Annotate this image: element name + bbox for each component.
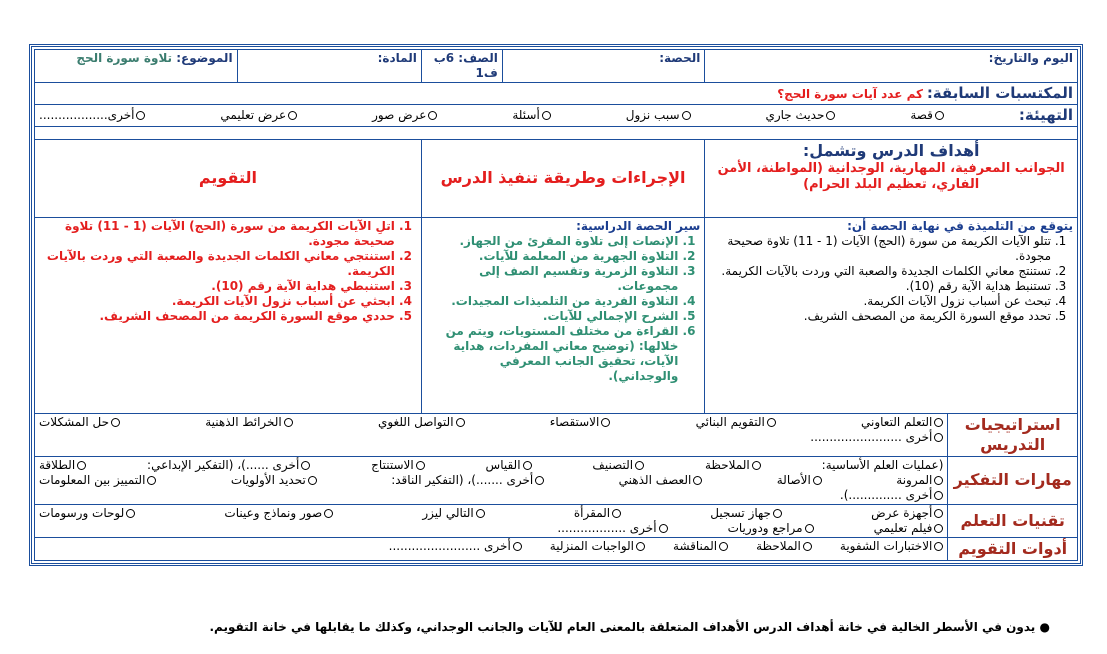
radio-icon [301,461,310,470]
lesson-plan-frame [29,44,1083,566]
radio-icon [752,461,761,470]
period-cell: الحصة: [502,50,705,83]
date-cell: اليوم والتاريخ: [705,50,1078,83]
strategy-option[interactable]: حل المشكلات [39,415,120,430]
goals-intro: يتوقع من التلميذة في نهاية الحصة أن: [847,218,1073,233]
strategy-option[interactable]: الاستقصاء [550,415,611,430]
spacer-row [35,126,1078,139]
footer-note-text: يدون في الأسطر الخالية في خانة أهداف الدرس الأهداف المتعلقة بالمعنى العام للآيات والجانب الوجداني، وكذلك ما يقابلها في خانة التقويم. [209,620,1036,634]
thinking-option-other[interactable]: أخرى ..............). [840,488,943,502]
radio-icon [513,542,522,551]
technique-option[interactable]: صور ونماذج وعينات [224,506,333,521]
goals-header-cell [705,139,1078,217]
bullet-icon: ● [1039,620,1050,634]
intro-cell [35,104,1078,126]
strategies-label: استراتيجيات التدريس [948,413,1078,456]
radio-icon [659,524,668,533]
goal-item: 4. تبحث عن أسباب نزول الآيات الكريمة. [709,294,1051,309]
topic-cell [35,50,238,83]
thinking-option[interactable]: القياس [486,458,532,473]
thinking-option[interactable]: الطلاقة [39,458,86,473]
goals-title: أهداف الدرس وتشمل: [802,140,980,160]
procedure-item: 2. التلاوة الجهرية من المعلمة للآيات. [426,249,679,264]
goals-subtitle: الجوانب المعرفية، المهارية، الوجدانية (المواطنة، الأمن الفاري، تعظيم البلد الحرام) [717,160,1065,192]
technique-option[interactable]: المقرأة [574,506,621,521]
evaluation-item: 4. ابحثي عن أسباب نزول الآيات الكريمة. [39,294,395,309]
thinking-label: مهارات التفكير [948,456,1078,504]
procedures-title: الإجراءات وطريقة تنفيذ الدرس [421,139,705,217]
intro-option-current-talk[interactable]: حديث جاري [765,108,835,123]
topic-value: تلاوة سورة الحج [76,51,173,65]
technique-option[interactable]: جهاز تسجيل [710,506,782,521]
strategy-option[interactable]: الخرائط الذهنية [205,415,293,430]
radio-icon [324,509,333,518]
techniques-label: تقنيات التعلم [948,504,1078,537]
radio-icon [126,509,135,518]
technique-option-other[interactable]: أخرى .................. [557,521,667,536]
goal-item: 5. تحدد موقع السورة الكريمة من المصحف الشريف. [709,309,1051,324]
radio-icon [805,524,814,533]
strategy-option[interactable]: التواصل اللغوي [378,415,465,430]
goal-item: 1. تتلو الآيات الكريمة من سورة (الحج) الآيات (1 - 11) تلاوة صحيحة مجودة. [709,234,1051,264]
assessment-option-other[interactable]: أخرى ........................ [389,539,522,554]
techniques-row [35,504,1078,537]
strategy-option-other[interactable]: أخرى ........................ [810,430,943,444]
radio-icon [635,461,644,470]
thinking-option[interactable]: العصف الذهني [619,473,703,488]
radio-icon [456,418,465,427]
techniques-cell [35,504,948,537]
strategy-option[interactable]: التقويم البنائي [696,415,776,430]
thinking-option[interactable]: الملاحظة [705,458,761,473]
radio-icon [476,509,485,518]
goal-item: 3. تستنبط هداية الآية رقم (10). [709,279,1051,294]
radio-icon [308,476,317,485]
columns-header-row [35,139,1078,217]
radio-icon [416,461,425,470]
thinking-option[interactable]: المرونة [896,473,943,488]
thinking-prefix: (عمليات العلم الأساسية: [821,457,944,472]
footer-note [40,620,1050,634]
strategy-option[interactable]: التعلم التعاوني [861,415,943,430]
goal-item: 2. تستنتج معاني الكلمات الجديدة والصعبة التي وردت بالآيات الكريمة. [709,264,1051,279]
radio-icon [934,476,943,485]
radio-icon [773,509,782,518]
radio-icon [111,418,120,427]
radio-icon [612,509,621,518]
technique-option[interactable]: أجهزة عرض [871,506,943,521]
radio-icon [803,542,812,551]
radio-icon [719,542,728,551]
assessment-option[interactable]: المناقشة [673,539,728,554]
radio-icon [935,111,944,120]
radio-icon [284,418,293,427]
content-row [35,217,1078,413]
radio-icon [136,111,145,120]
intro-option-revelation-cause[interactable]: سبب نزول [626,108,691,123]
radio-icon [542,111,551,120]
radio-icon [288,111,297,120]
thinking-option[interactable]: التمييز بين المعلومات [39,473,156,488]
procedure-item: 4. التلاوة الفردية من التلميذات المجيدات. [426,294,679,309]
procedure-item: 6. القراءة من مختلف المستويات، ويتم من خلالها: (توضيح معاني المفردات، هداية الآيات، تحقيق الجانب المعرفي والوجداني). [426,324,679,384]
radio-icon [934,418,943,427]
assessment-cell [35,537,948,560]
radio-icon [934,491,943,500]
technique-option[interactable]: لوحات ورسومات [39,506,135,521]
radio-icon [428,111,437,120]
prior-label: المكتسبات السابقة: [926,84,1073,102]
procedures-cell [421,217,705,413]
prior-row [35,83,1078,105]
radio-icon [636,542,645,551]
intro-option-pictures[interactable]: عرض صور [372,108,437,123]
thinking-row [35,456,1078,504]
intro-option-other[interactable]: أخرى.................. [39,108,145,123]
thinking-option[interactable]: أخرى ......)، (التفكير الإبداعي: [147,458,310,473]
assessment-option[interactable]: الواجبات المنزلية [550,539,645,554]
strategies-cell [35,413,948,456]
technique-option[interactable]: فيلم تعليمي [874,521,944,536]
technique-option[interactable]: مراجع ودوريات [728,521,814,536]
evaluation-item: 3. استنبطي هداية الآية رقم (10). [39,279,395,294]
strategies-row [35,413,1078,456]
goals-cell [705,217,1078,413]
procedures-intro: سير الحصة الدراسية: [576,218,701,233]
thinking-option[interactable]: تحديد الأولويات [231,473,317,488]
assessment-row [35,537,1078,560]
intro-label: التهيئة: [1018,105,1073,124]
radio-icon [682,111,691,120]
radio-icon [147,476,156,485]
evaluation-item: 2. استنتجي معاني الكلمات الجديدة والصعبة التي وردت بالآيات الكريمة. [39,249,395,279]
radio-icon [767,418,776,427]
prior-cell [35,83,1078,105]
header-row [35,50,1078,83]
prior-value: كم عدد آيات سورة الحج؟ [777,87,923,101]
thinking-cell [35,456,948,504]
assessment-option[interactable]: الملاحظة [756,539,812,554]
radio-icon [601,418,610,427]
radio-icon [523,461,532,470]
technique-option[interactable]: التالي ليزر [422,506,484,521]
radio-icon [934,509,943,518]
assessment-option[interactable]: الاختبارات الشفوية [840,539,943,554]
intro-option-story[interactable]: قصة [910,108,944,123]
intro-row [35,104,1078,126]
radio-icon [934,542,943,551]
evaluation-cell [35,217,422,413]
assessment-label: أدوات التقويم [948,537,1078,560]
evaluation-item: 1. اتلِ الآيات الكريمة من سورة (الحج) الآيات (1 - 11) تلاوة صحيحة مجودة. [39,219,395,249]
procedure-item: 1. الإنصات إلى تلاوة المقرئ من الجهاز. [426,234,679,249]
thinking-option[interactable]: أخرى .......)، (التفكير الناقد: [391,473,544,488]
subject-cell: المادة: [237,50,421,83]
radio-icon [693,476,702,485]
lesson-plan-table [34,49,1078,561]
radio-icon [535,476,544,485]
intro-option-questions[interactable]: أسئلة [512,108,550,123]
procedure-item: 3. التلاوة الزمرية وتقسيم الصف إلى مجموعات. [426,264,679,294]
evaluation-title: التقويم [35,139,422,217]
topic-label: الموضوع: [176,51,233,65]
radio-icon [77,461,86,470]
thinking-option[interactable]: التصنيف [592,458,644,473]
radio-icon [934,433,943,442]
intro-option-educational-show[interactable]: عرض تعليمي [220,108,297,123]
thinking-option[interactable]: الاستنتاج [371,458,425,473]
procedure-item: 5. الشرح الإجمالي للآيات. [426,309,679,324]
thinking-option[interactable]: الأصالة [777,473,822,488]
evaluation-item: 5. حددي موقع السورة الكريمة من المصحف الشريف. [39,309,395,324]
class-cell: الصف: 6ب ف1 [421,50,502,83]
radio-icon [826,111,835,120]
radio-icon [934,524,943,533]
radio-icon [813,476,822,485]
